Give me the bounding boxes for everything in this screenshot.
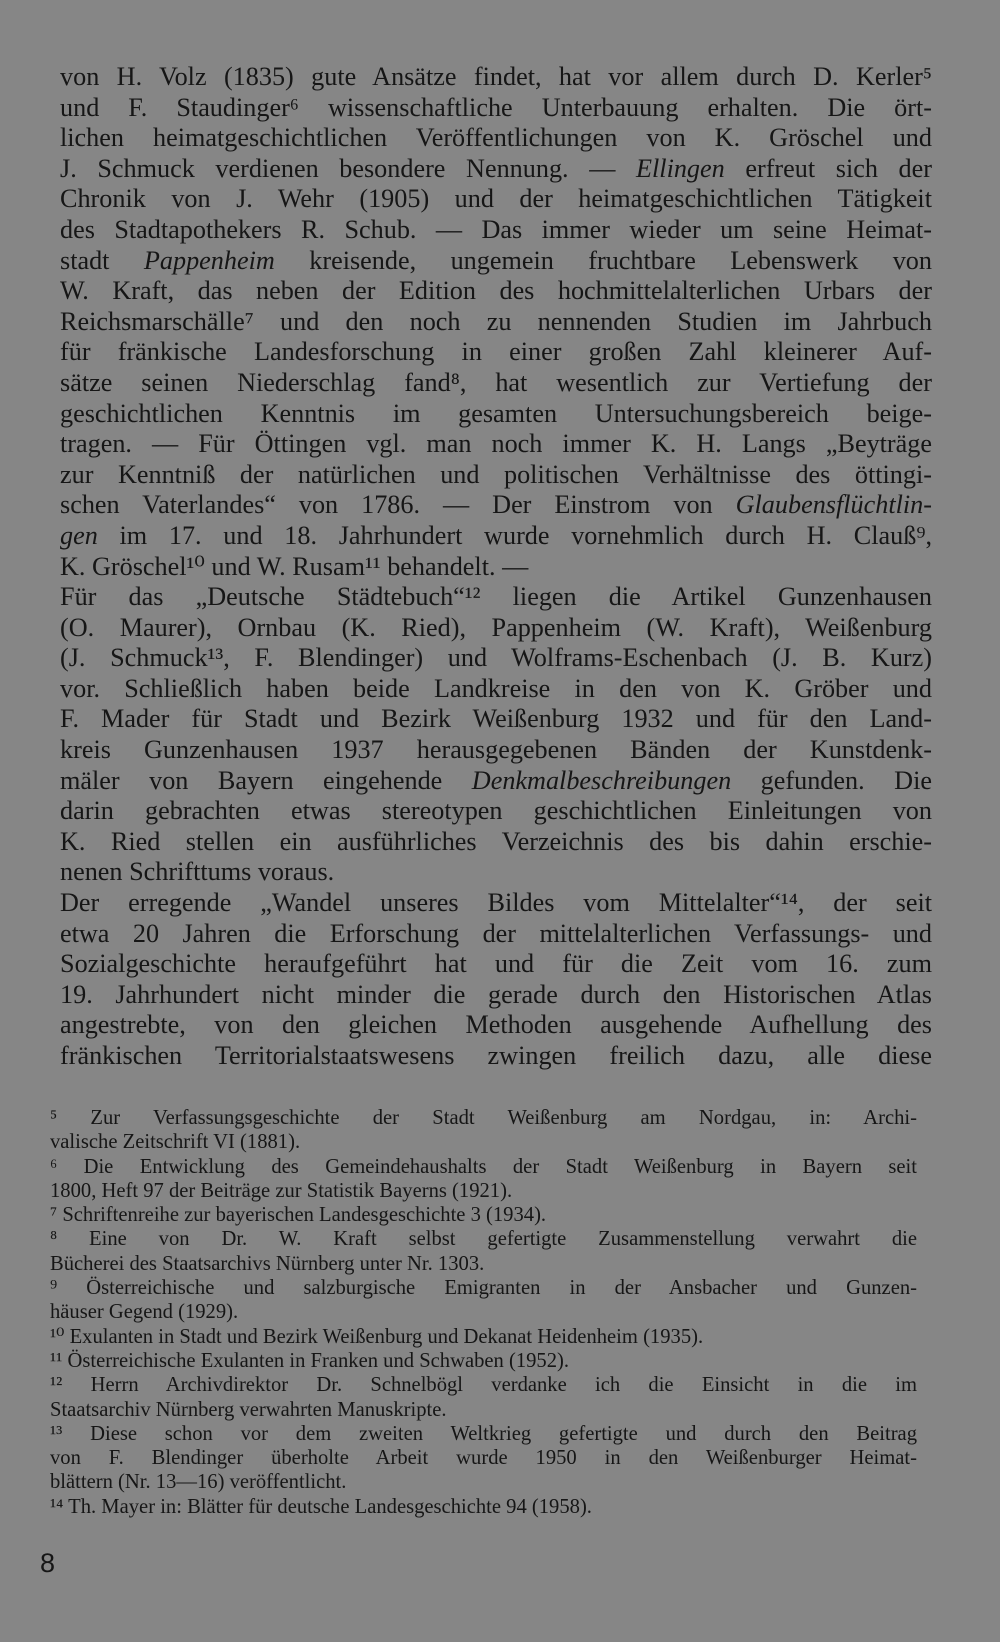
- text-line-28: Der erregende „Wandel unseres Bildes vom Mittelalter“¹⁴, der seit: [60, 888, 932, 918]
- footnote-line-17: ¹⁴ Th. Mayer in: Blätter für deutsche Landesgeschichte 94 (1958).: [50, 1495, 592, 1518]
- text-line-11: sätze seinen Niederschlag fand⁸, hat wesentlich zur Vertiefung der: [60, 367, 932, 397]
- footnote-line-2: valische Zeitschrift VI (1881).: [50, 1131, 301, 1154]
- text-line-24: mäler von Bayern eingehende Denkmalbeschreibungen gefunden. Die: [60, 765, 932, 795]
- text-line-23: kreis Gunzenhausen 1937 herausgegebenen Bänden der Kunstdenk-: [60, 735, 932, 765]
- footnote-line-13: Staatsarchiv Nürnberg verwahrten Manuskripte.: [50, 1398, 447, 1421]
- footnote-line-16: blättern (Nr. 13—16) veröffentlicht.: [50, 1471, 347, 1494]
- footnote-line-4: 1800, Heft 97 der Beiträge zur Statistik Bayerns (1921).: [50, 1179, 513, 1202]
- text-line-29: etwa 20 Jahren die Erforschung der mittelalterlichen Verfassungs- und: [60, 918, 932, 948]
- text-line-14: zur Kenntniß der natürlichen und politischen Verhältnisse des öttingi-: [60, 459, 932, 489]
- footnote-line-1: ⁵ Zur Verfassungsgeschichte der Stadt Weißenburg am Nordgau, in: Archi-: [50, 1107, 917, 1129]
- text-line-27: nenen Schrifttums voraus.: [60, 857, 335, 887]
- footnote-line-11: ¹¹ Österreichische Exulanten in Franken und Schwaben (1952).: [50, 1349, 570, 1372]
- text-line-6: des Stadtapothekers R. Schub. — Das immer wieder um seine Heimat-: [60, 214, 932, 244]
- text-line-31: 19. Jahrhundert nicht minder die gerade durch den Historischen Atlas: [60, 979, 932, 1009]
- footnote-line-12: ¹² Herrn Archivdirektor Dr. Schnelbögl verdanke ich die Einsicht in die im: [50, 1374, 917, 1397]
- text-line-19: (O. Maurer), Ornbau (K. Ried), Pappenheim (W. Kraft), Weißenburg: [60, 612, 932, 642]
- text-line-15: schen Vaterlandes“ von 1786. — Der Einstrom von Glaubensflüchtlin-: [60, 490, 932, 520]
- text-line-4: J. Schmuck verdienen besondere Nennung. — Ellingen erfreut sich der: [60, 153, 932, 183]
- text-line-21: vor. Schließlich haben beide Landkreise in den von K. Gröber und: [60, 673, 932, 703]
- text-line-22: F. Mader für Stadt und Bezirk Weißenburg 1932 und für den Land-: [60, 704, 932, 734]
- footnote-line-14: ¹³ Diese schon vor dem zweiten Weltkrieg gefertigte und durch den Beitrag: [50, 1422, 917, 1445]
- footnote-line-10: ¹⁰ Exulanten in Stadt und Bezirk Weißenburg und Dekanat Heidenheim (1935).: [50, 1325, 704, 1348]
- footnote-line-8: ⁹ Österreichische und salzburgische Emigranten in der Ansbacher und Gunzen-: [50, 1277, 917, 1300]
- page-number: 8: [40, 1548, 56, 1578]
- text-line-13: tragen. — Für Öttingen vgl. man noch immer K. H. Langs „Beyträge: [60, 429, 932, 459]
- text-line-2: und F. Staudinger⁶ wissenschaftliche Unterbauung erhalten. Die ört-: [60, 92, 932, 122]
- text-line-1: von H. Volz (1835) gute Ansätze findet, hat vor allem durch D. Kerler⁵: [60, 62, 932, 91]
- main-text: [60, 62, 932, 1072]
- footnote-line-15: von F. Blendinger überholte Arbeit wurde 1950 in den Weißenburger Heimat-: [50, 1447, 917, 1470]
- text-line-5: Chronik von J. Wehr (1905) und der heimatgeschichtlichen Tätigkeit: [60, 184, 932, 214]
- footnote-line-5: ⁷ Schriftenreihe zur bayerischen Landesgeschichte 3 (1934).: [50, 1204, 547, 1227]
- text-line-25: darin gebrachten etwas stereotypen geschichtlichen Einleitungen von: [60, 796, 932, 826]
- text-line-26: K. Ried stellen ein ausführliches Verzeichnis des bis dahin erschie-: [60, 826, 932, 856]
- text-line-20: (J. Schmuck¹³, F. Blendinger) und Wolframs-Eschenbach (J. B. Kurz): [60, 643, 932, 673]
- text-line-7: stadt Pappenheim kreisende, ungemein fruchtbare Lebenswerk von: [60, 245, 932, 275]
- footnote-line-6: ⁸ Eine von Dr. W. Kraft selbst gefertigte Zusammenstellung verwahrt die: [50, 1228, 917, 1251]
- footnotes: [50, 1106, 917, 1519]
- text-line-32: angestrebte, von den gleichen Methoden ausgehende Aufhellung des: [60, 1010, 932, 1040]
- text-line-10: für fränkische Landesforschung in einer großen Zahl kleinerer Auf-: [60, 337, 932, 367]
- text-line-30: Sozialgeschichte heraufgeführt hat und für die Zeit vom 16. zum: [60, 949, 932, 979]
- text-line-17: K. Gröschel¹⁰ und W. Rusam¹¹ behandelt. —: [60, 551, 529, 581]
- footnote-line-9: häuser Gegend (1929).: [50, 1301, 239, 1324]
- text-line-12: geschichtlichen Kenntnis im gesamten Untersuchungsbereich beige-: [60, 398, 932, 428]
- text-line-18: Für das „Deutsche Städtebuch“¹² liegen die Artikel Gunzenhausen: [60, 582, 932, 612]
- text-line-16: gen im 17. und 18. Jahrhundert wurde vornehmlich durch H. Clauß⁹,: [60, 520, 932, 550]
- text-line-9: Reichsmarschälle⁷ und den noch zu nennenden Studien im Jahrbuch: [60, 306, 932, 336]
- text-line-33: fränkischen Territorialstaatswesens zwingen freilich dazu, alle diese: [60, 1041, 932, 1070]
- footnote-line-3: ⁶ Die Entwicklung des Gemeindehaushalts der Stadt Weißenburg in Bayern seit: [50, 1155, 917, 1178]
- footnote-line-7: Bücherei des Staatsarchivs Nürnberg unter Nr. 1303.: [50, 1252, 485, 1275]
- text-line-8: W. Kraft, das neben der Edition des hochmittelalterlichen Urbars der: [60, 276, 932, 306]
- text-line-3: lichen heimatgeschichtlichen Veröffentlichungen von K. Gröschel und: [60, 123, 932, 153]
